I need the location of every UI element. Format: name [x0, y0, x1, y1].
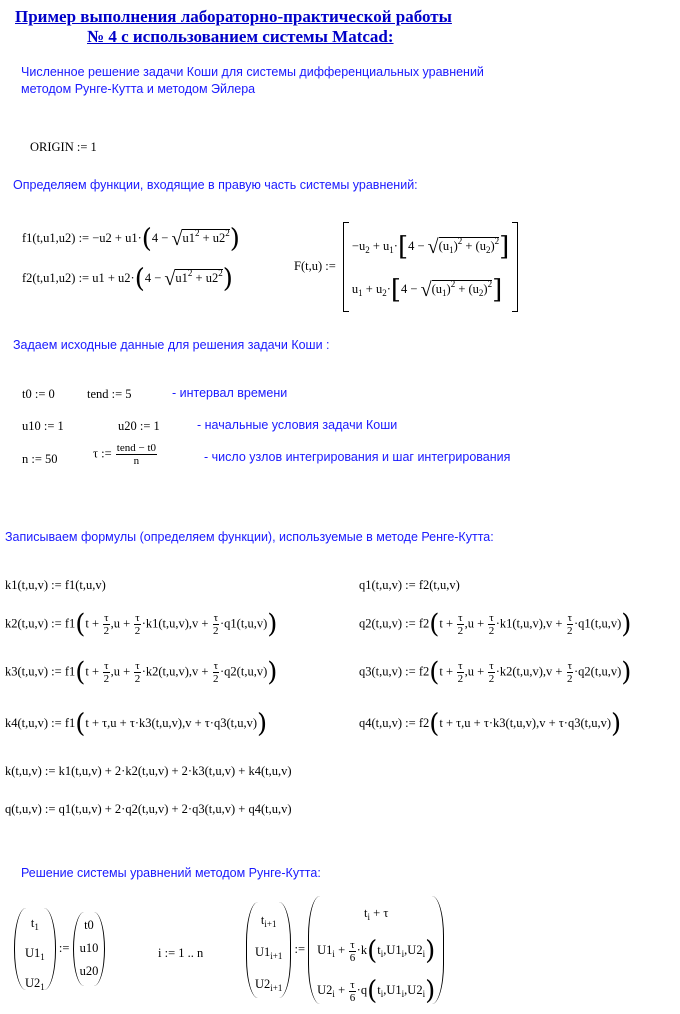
k4-definition: k4(t,u,v) := f1(t + τ,u + τ·k3(t,u,v),v + τ·q3(t,u,v))	[5, 709, 268, 739]
k-sum-definition: k(t,u,v) := k1(t,u,v) + 2·k2(t,u,v) + 2·k3(t,u,v) + k4(t,u,v)	[5, 764, 292, 778]
section-initial-heading: Задаем исходные данные для решения задачи Коши :	[13, 338, 330, 352]
initial-vector-assignment: $t_1$ $U1_1$ $U2_1$ := t0 u10 u20	[14, 908, 105, 990]
q4-definition: q4(t,u,v) := f2(t + τ,u + τ·k3(t,u,v),v + τ·q3(t,u,v))	[359, 709, 622, 739]
q3-definition: q3(t,u,v) := f2(t + $\frac{\tau}{2}$ ,u + $\frac{\tau}{2}$ ·k2(t,u,v),v + $\frac{\tau}{2}$ ·q2(t,u,v))	[359, 657, 632, 688]
comment-initial-conditions: - начальные условия задачи Коши	[197, 418, 398, 432]
q2-definition: q2(t,u,v) := f2(t + $\frac{\tau}{2}$ ,u + $\frac{\tau}{2}$ ·k1(t,u,v),v + $\frac{\tau}{2}$ ·q1(t,u,v))	[359, 609, 632, 640]
t0-definition: t0 := 0	[22, 387, 55, 401]
section-functions-heading: Определяем функции, входящие в правую часть системы уравнений:	[13, 178, 418, 192]
k1-definition: k1(t,u,v) := f1(t,u,v)	[5, 578, 106, 592]
page-title-line2: № 4 с использованием системы Matcad:	[87, 27, 394, 46]
q1-definition: q1(t,u,v) := f2(t,u,v)	[359, 578, 460, 592]
comment-interval: - интервал времени	[172, 386, 288, 400]
k2-definition: k2(t,u,v) := f1(t + $\frac{\tau}{2}$ ,u + $\frac{\tau}{2}$ ·k1(t,u,v),v + $\frac{\tau}{2}$ ·q1(t,u,v))	[5, 609, 278, 640]
range-variable-i: i := 1 .. n	[158, 946, 204, 960]
f2-definition: f2(t,u1,u2) := $u1 + u2\cdot(4 - √u1^2 + u2^2)$	[22, 264, 233, 295]
k3-definition: k3(t,u,v) := f1(t + $\frac{\tau}{2}$ ,u + $\frac{\tau}{2}$ ·k2(t,u,v),v + $\frac{\tau}{2}$ ·q2(t,u,v))	[5, 657, 278, 688]
rk-iteration-assignment: $t_{i+1}$ $U1_{i+1}$ $U2_{i+1}$ := $t_i + \tau$ $U1_i$ + $\frac{\tau}{6}$ $\cdot k(t_i,U1_i,U2_i)$ $U2_i$ + $\frac{\tau}{6}$ $\cdot q(t_i,U1_i,U2_i)$	[246, 896, 444, 1004]
f1-definition: f1(t,u1,u2) := $-u2 + u1\cdot(4 - √u1^2 + u2^2)$	[22, 224, 240, 255]
origin-definition: ORIGIN := 1	[30, 140, 97, 154]
intro-line2: методом Рунге-Кутта и методом Эйлера	[21, 82, 256, 96]
section-rk-formulas-heading: Записываем формулы (определяем функции), используемые в методе Ренге-Кутта:	[5, 530, 494, 544]
n-definition: n := 50	[22, 452, 58, 466]
tend-definition: tend := 5	[87, 387, 132, 401]
tau-definition: τ := $\frac{\text{tend − t0}}{n}$	[93, 442, 156, 467]
page-title-line1: Пример выполнения лабораторно-практической работы	[15, 7, 452, 26]
section-rk-solution-heading: Решение системы уравнений методом Рунге-Кутта:	[21, 866, 321, 880]
comment-nodes-step: - число узлов интегрирования и шаг интегрирования	[204, 450, 511, 464]
u10-definition: u10 := 1	[22, 419, 64, 433]
intro-line1: Численное решение задачи Коши для системы дифференциальных уравнений	[21, 65, 484, 79]
u20-definition: u20 := 1	[118, 419, 160, 433]
q-sum-definition: q(t,u,v) := q1(t,u,v) + 2·q2(t,u,v) + 2·q3(t,u,v) + q4(t,u,v)	[5, 802, 292, 816]
F-vector-definition: F(t,u) := $-u_2 + u_1\cdot[4 - √(u_1)^2 + (u_2)^2]$ $u_1 + u_2\cdot[4 - √(u_1)^2 + (u_2)^2]$	[294, 222, 518, 312]
